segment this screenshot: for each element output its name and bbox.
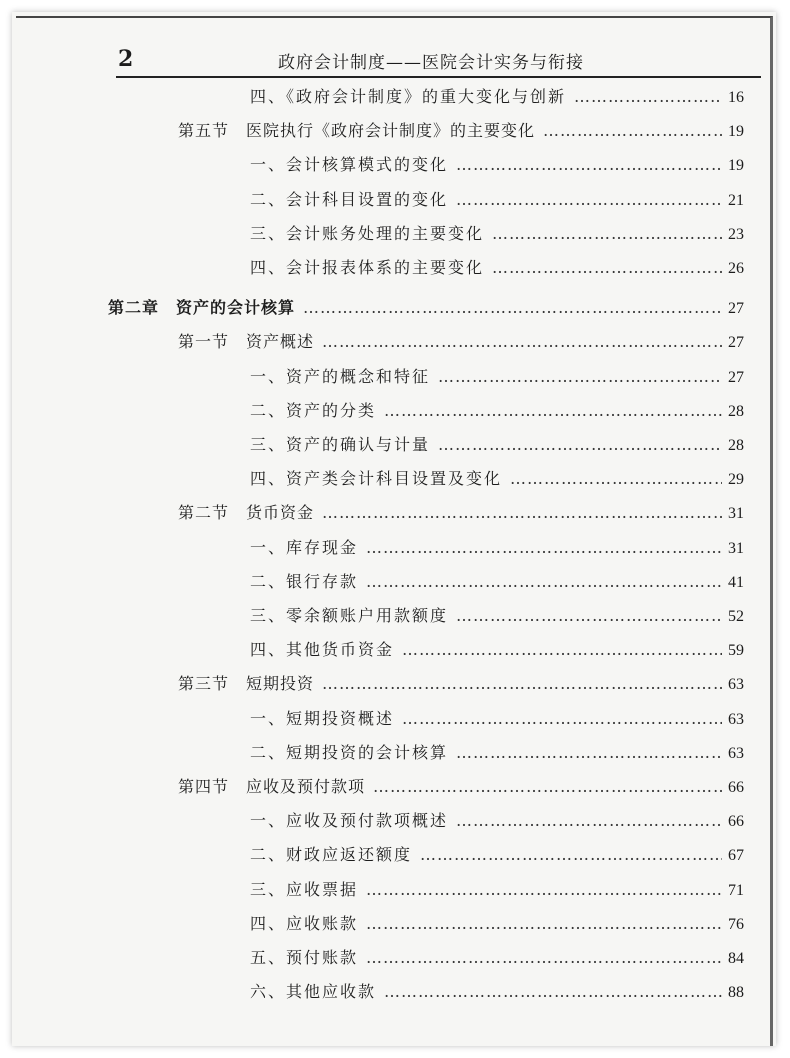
toc-entry-page: 76 [728, 915, 744, 933]
toc-leader-dots [384, 982, 722, 1001]
toc-entry-title: 五、预付账款 [250, 948, 359, 967]
toc-leader-dots [384, 401, 722, 420]
toc-entry-title: 四、《政府会计制度》的重大变化与创新 [250, 87, 567, 106]
toc-entry [178, 500, 744, 528]
page-number: 2 [118, 46, 134, 72]
document-page [12, 12, 776, 1046]
toc-entry-title: 第五节 医院执行《政府会计制度》的主要变化 [178, 121, 536, 141]
toc-leader-dots [492, 224, 722, 243]
toc-entry [250, 877, 744, 905]
toc-entry [250, 535, 744, 563]
toc-entry-title: 二、银行存款 [250, 571, 359, 591]
toc-entry-page: 29 [728, 471, 744, 489]
toc-entry-page: 31 [728, 505, 744, 523]
toc-entry-page: 63 [728, 744, 744, 762]
toc-entry-title: 四、其他货币资金 [250, 640, 395, 660]
toc-leader-dots [373, 777, 722, 796]
toc-leader-dots [543, 121, 722, 140]
toc-entry-title: 第三节 短期投资 [178, 674, 315, 694]
book-title: 政府会计制度——医院会计实务与衔接 [278, 53, 584, 73]
toc-entry [250, 466, 744, 494]
toc-entry [178, 118, 744, 146]
toc-entry [250, 152, 744, 180]
toc-entry-page: 31 [728, 539, 744, 557]
toc-leader-dots [366, 538, 722, 557]
toc-entry-title: 第二章 资产的会计核算 [108, 298, 296, 318]
toc-entry [250, 706, 744, 734]
toc-entry [250, 432, 744, 460]
toc-entry [250, 364, 744, 392]
toc-entry [178, 671, 744, 699]
toc-entry-title: 第一节 资产概述 [178, 332, 315, 352]
toc-entry-page: 67 [728, 847, 744, 865]
toc-entry-title: 三、应收票据 [250, 879, 359, 899]
toc-entry [250, 398, 744, 426]
toc-entry [250, 255, 744, 283]
toc-entry [250, 221, 744, 249]
toc-entry-title: 二、短期投资的会计核算 [250, 742, 449, 762]
toc-entry-title: 一、资产的概念和特征 [250, 366, 431, 386]
toc-entry [250, 911, 744, 939]
toc-entry-title: 三、会计账务处理的主要变化 [250, 223, 485, 243]
toc-entry-page: 27 [728, 368, 744, 386]
toc-entry-page: 41 [728, 573, 744, 591]
toc-entry [250, 603, 744, 631]
toc-entry [250, 842, 744, 870]
toc-leader-dots [510, 469, 722, 488]
toc-entry-page: 84 [728, 950, 744, 967]
toc-entry-page: 23 [728, 225, 744, 243]
table-of-contents [12, 12, 776, 1046]
toc-entry-title: 四、资产类会计科目设置及变化 [250, 469, 503, 489]
toc-entry-page: 28 [728, 437, 744, 454]
toc-entry [250, 187, 744, 215]
toc-leader-dots [574, 87, 722, 106]
toc-leader-dots [456, 811, 722, 830]
toc-entry-page: 26 [728, 260, 744, 277]
toc-entry-title: 第四节 应收及预付款项 [178, 777, 366, 796]
toc-entry-page: 66 [728, 779, 744, 796]
toc-leader-dots [322, 503, 722, 522]
toc-entry [178, 329, 744, 357]
toc-leader-dots [402, 640, 722, 659]
toc-entry-page: 28 [728, 402, 744, 420]
toc-entry-page: 21 [728, 191, 744, 209]
toc-entry-title: 三、零余额账户用款额度 [250, 606, 449, 625]
toc-entry [178, 774, 744, 802]
toc-entry [250, 808, 744, 836]
toc-entry-title: 二、会计科目设置的变化 [250, 189, 449, 209]
toc-entry [250, 740, 744, 768]
toc-leader-dots [456, 190, 722, 209]
toc-entry-title: 四、应收账款 [250, 913, 359, 933]
toc-entry-page: 27 [728, 334, 744, 352]
toc-leader-dots [322, 332, 722, 351]
toc-leader-dots [456, 743, 722, 762]
toc-entry [108, 295, 744, 323]
toc-entry [250, 84, 744, 112]
toc-entry-page: 19 [728, 157, 744, 175]
toc-entry-page: 16 [728, 89, 744, 106]
toc-entry-title: 四、会计报表体系的主要变化 [250, 258, 485, 277]
toc-entry-title: 一、应收及预付款项概述 [250, 811, 449, 831]
toc-entry-page: 27 [728, 300, 744, 318]
toc-leader-dots [366, 572, 722, 591]
toc-leader-dots [322, 674, 722, 693]
toc-leader-dots [420, 845, 722, 864]
toc-entry [250, 569, 744, 597]
toc-entry-page: 63 [728, 676, 744, 694]
toc-leader-dots [402, 709, 722, 728]
toc-entry-title: 三、资产的确认与计量 [250, 435, 431, 454]
toc-entry-title: 六、其他应收款 [250, 982, 377, 1002]
toc-entry-page: 66 [728, 813, 744, 831]
toc-leader-dots [456, 155, 722, 174]
toc-entry-title: 一、短期投资概述 [250, 708, 395, 728]
toc-leader-dots [366, 914, 722, 933]
toc-entry [250, 637, 744, 665]
toc-entry-page: 59 [728, 642, 744, 660]
toc-entry [250, 979, 744, 1007]
toc-entry-page: 52 [728, 608, 744, 625]
toc-leader-dots [366, 948, 722, 967]
toc-entry-page: 63 [728, 710, 744, 728]
toc-leader-dots [438, 435, 722, 454]
toc-entry-title: 一、会计核算模式的变化 [250, 155, 449, 175]
toc-leader-dots [366, 880, 722, 899]
toc-leader-dots [492, 258, 722, 277]
toc-entry [250, 945, 744, 973]
toc-leader-dots [438, 367, 722, 386]
toc-leader-dots [303, 298, 722, 317]
toc-entry-title: 第二节 货币资金 [178, 503, 315, 523]
toc-entry-page: 88 [728, 984, 744, 1002]
toc-entry-page: 19 [728, 123, 744, 141]
toc-entry-title: 一、库存现金 [250, 537, 359, 557]
toc-entry-page: 71 [728, 881, 744, 899]
toc-entry-title: 二、资产的分类 [250, 400, 377, 420]
toc-entry-title: 二、财政应返还额度 [250, 845, 413, 865]
toc-leader-dots [456, 606, 722, 625]
